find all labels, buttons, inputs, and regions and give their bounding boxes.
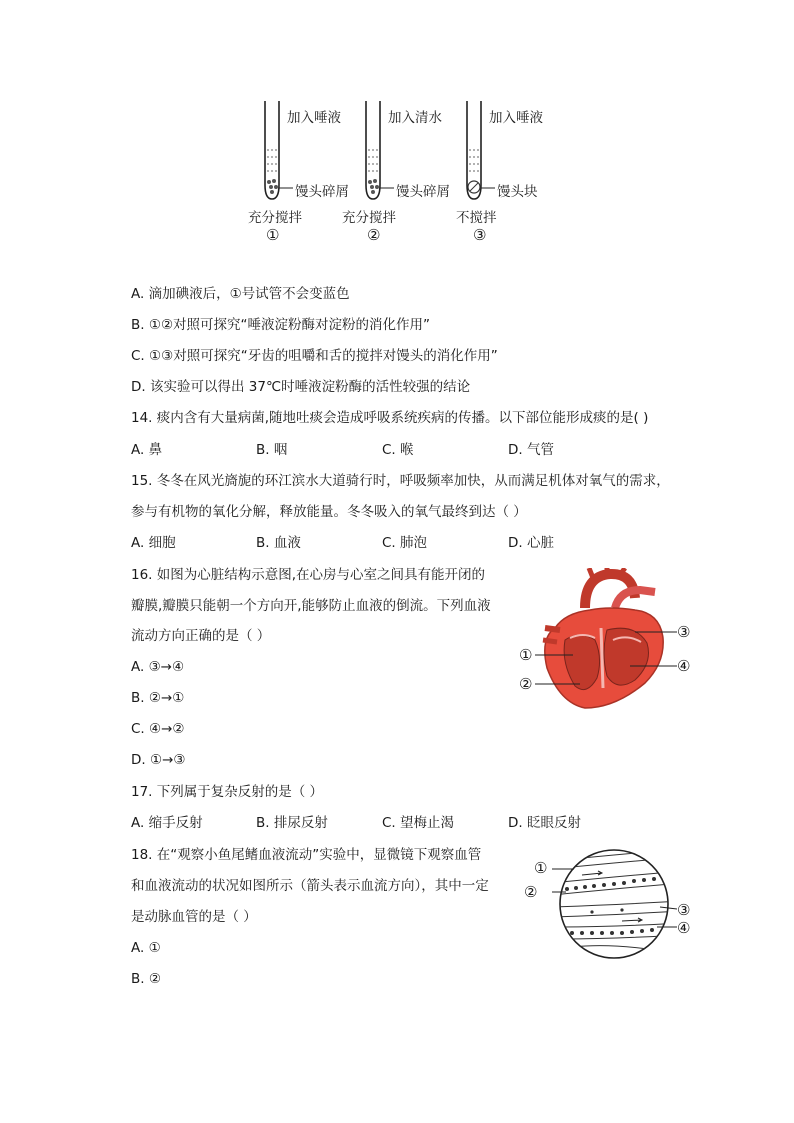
q18-option-a: A. ① <box>131 940 161 956</box>
q18-stem-line-1: 18. 在“观察小鱼尾鳍血液流动”实验中，显微镜下观察血管 <box>131 847 482 863</box>
q18-option-b: B. ② <box>131 971 161 987</box>
tube-3-bottom-label: 不搅拌 <box>456 210 497 226</box>
tube-3-side-label: 馒头块 <box>497 184 538 200</box>
tube-2-number: ② <box>367 226 381 244</box>
q16-stem-line-3: 流动方向正确的是（ ） <box>131 628 271 644</box>
tube-3-number: ③ <box>473 226 487 244</box>
q17-option-d: D. 眨眼反射 <box>508 815 581 831</box>
q13-option-c: C. ①③对照可探究“牙齿的咀嚼和舌的搅拌对馒头的消化作用” <box>131 348 498 364</box>
tube-3-top-label: 加入唾液 <box>489 110 543 126</box>
q15-option-d: D. 心脏 <box>508 535 554 551</box>
tube-2-top-label: 加入清水 <box>388 110 442 126</box>
q16-option-d: D. ①→③ <box>131 752 186 768</box>
q15-stem-line-2: 参与有机物的氧化分解，释放能量。冬冬吸入的氧气最终到达（ ） <box>131 504 527 520</box>
q16-option-a: A. ③→④ <box>131 659 185 675</box>
q14-option-a: A. 鼻 <box>131 442 163 458</box>
tube-2-bottom-label: 充分搅拌 <box>342 210 396 226</box>
tube-1-number: ① <box>266 226 280 244</box>
q13-option-d: D. 该实验可以得出 37℃时唾液淀粉酶的活性较强的结论 <box>131 379 471 395</box>
vessel-label-2: ② <box>524 883 538 901</box>
q15-option-b: B. 血液 <box>256 535 301 551</box>
q15-stem-line-1: 15. 冬冬在风光旖旎的环江滨水大道骑行时，呼吸频率加快，从而满足机体对氧气的需求， <box>131 473 670 489</box>
vessel-label-1: ① <box>534 859 548 877</box>
tube-1-top-label: 加入唾液 <box>287 110 341 126</box>
q15-option-c: C. 肺泡 <box>382 535 428 551</box>
heart-label-2: ② <box>519 675 533 693</box>
q17-stem: 17. 下列属于复杂反射的是（ ） <box>131 784 324 800</box>
q18-stem-line-2: 和血液流动的状况如图所示（箭头表示血流方向），其中一定 <box>131 878 489 894</box>
tube-2-side-label: 馒头碎屑 <box>396 184 450 200</box>
tube-1-side-label: 馒头碎屑 <box>295 184 349 200</box>
q13-option-b: B. ①②对照可探究“唾液淀粉酶对淀粉的消化作用” <box>131 317 431 333</box>
heart-label-1: ① <box>519 646 533 664</box>
heart-label-4: ④ <box>677 657 691 675</box>
q16-stem-line-1: 16. 如图为心脏结构示意图,在心房与心室之间具有能开闭的 <box>131 567 486 583</box>
q15-option-a: A. 细胞 <box>131 535 176 551</box>
microscope-blood-vessel-diagram <box>552 847 682 962</box>
q14-option-b: B. 咽 <box>256 442 288 458</box>
q18-stem-line-3: 是动脉血管的是（ ） <box>131 909 257 925</box>
vessel-label-3: ③ <box>677 901 691 919</box>
heart-diagram <box>515 568 700 713</box>
q16-option-b: B. ②→① <box>131 690 185 706</box>
q13-option-a: A. 滴加碘液后，①号试管不会变蓝色 <box>131 286 350 302</box>
vessel-label-4: ④ <box>677 919 691 937</box>
q16-option-c: C. ④→② <box>131 721 185 737</box>
tube-1-bottom-label: 充分搅拌 <box>248 210 302 226</box>
heart-label-3: ③ <box>677 623 691 641</box>
q17-option-c: C. 望梅止渴 <box>382 815 455 831</box>
q14-option-d: D. 气管 <box>508 442 554 458</box>
q17-option-a: A. 缩手反射 <box>131 815 203 831</box>
q14-stem: 14. 痰内含有大量病菌,随地吐痰会造成呼吸系统疾病的传播。以下部位能形成痰的是( ) <box>131 410 649 426</box>
q16-stem-line-2: 瓣膜,瓣膜只能朝一个方向开,能够防止血液的倒流。下列血液 <box>131 598 491 614</box>
q17-option-b: B. 排尿反射 <box>256 815 328 831</box>
q14-option-c: C. 喉 <box>382 442 414 458</box>
